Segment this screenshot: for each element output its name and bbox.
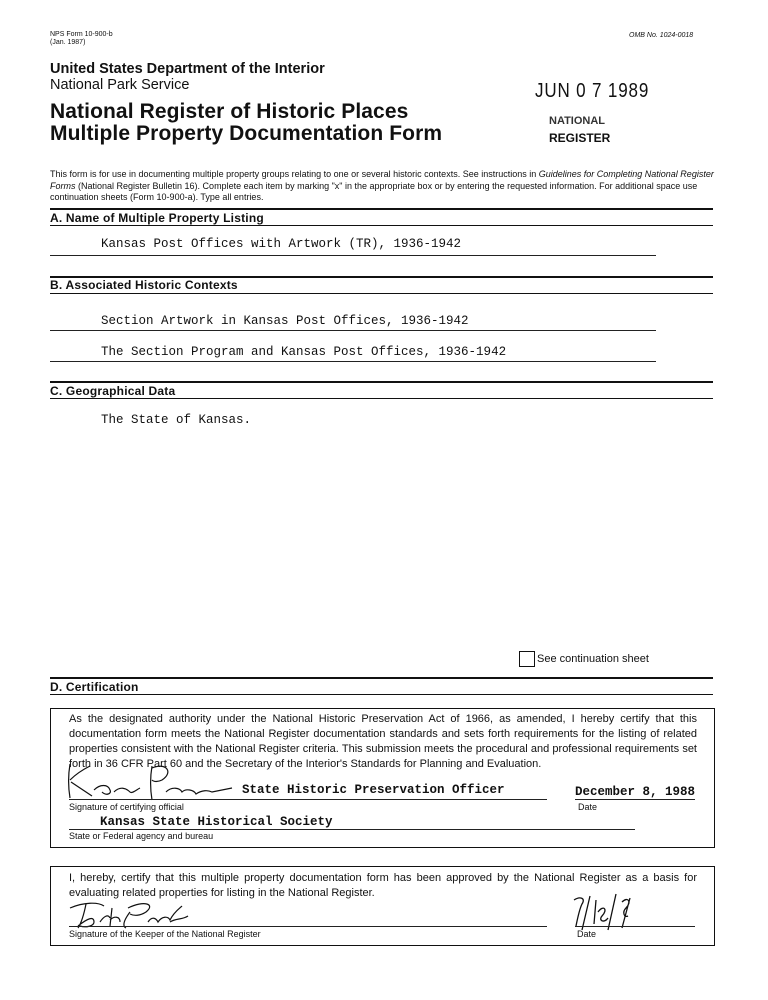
stamp-line2: REGISTER	[549, 131, 611, 145]
section-b-title: B. Associated Historic Contexts	[50, 278, 238, 292]
historic-context-1: Section Artwork in Kansas Post Offices, 1936-1942	[101, 314, 469, 328]
section-b-bottom-rule	[50, 293, 713, 294]
certifying-date-label: Date	[578, 802, 598, 812]
received-stamp-date: JUN 0 7 1989	[535, 80, 650, 102]
section-a-bottom-rule	[50, 225, 713, 226]
certifying-officer-title: State Historic Preservation Officer	[242, 783, 505, 797]
certifying-signature-label: Signature of certifying official	[69, 802, 184, 812]
property-listing-name: Kansas Post Offices with Artwork (TR), 1936-1942	[101, 237, 462, 251]
section-c-bottom-rule	[50, 398, 713, 399]
certifying-date: December 8, 1988	[575, 785, 696, 799]
historic-context-2: The Section Program and Kansas Post Offices, 1936-1942	[101, 345, 507, 359]
keeper-date-line	[575, 926, 695, 927]
section-a-title: A. Name of Multiple Property Listing	[50, 211, 264, 225]
form-title-line2: Multiple Property Documentation Form	[50, 122, 443, 145]
agency-line	[69, 829, 635, 830]
certifying-signature-line	[69, 799, 547, 800]
certification-statement: As the designated authority under the National Historic Preservation Act of 1966, as amended, I hereby certify that this documentation form meets the National Register documentation standards and sets forth requirements for the listing of related properties consistent with the National Register criteria. This submission meets the procedural and professional requirements set forth in 36 CFR Part 60 and the Secretary of the Interior's Standards for Planning and Evaluation.	[69, 713, 697, 770]
section-d-title: D. Certification	[50, 680, 139, 694]
intro-instructions: This form is for use in documenting multiple property groups relating to one or several historic contexts. See instructions in Guidelines for Completing National Register Forms (National Register Bulletin 16). Complete each item by marking "x" in the appropriate box or by entering the requested information. For additional space use continuation sheets (Form 10-900-a). Type all entries.	[50, 169, 714, 202]
section-d-bottom-rule	[50, 694, 713, 695]
form-date: (Jan. 1987)	[50, 39, 86, 46]
geographical-data-value: The State of Kansas.	[101, 413, 252, 427]
section-d-top-rule	[50, 677, 713, 679]
certifying-official-signature	[62, 758, 242, 804]
continuation-sheet-label: See continuation sheet	[537, 653, 649, 665]
continuation-sheet-checkbox[interactable]	[519, 651, 535, 667]
keeper-statement: I, hereby, certify that this multiple property documentation form has been approved by the National Register as a basis for evaluating related properties for listing in the National Register.	[69, 872, 697, 899]
department-name: United States Department of the Interior	[50, 61, 325, 77]
keeper-signature-label: Signature of the Keeper of the National Register	[69, 929, 261, 939]
property-listing-underline	[50, 255, 656, 256]
omb-number: OMB No. 1024-0018	[629, 32, 694, 39]
service-name: National Park Service	[50, 77, 190, 93]
keeper-date-label: Date	[577, 929, 597, 939]
historic-context-1-underline	[50, 330, 656, 331]
agency-label: State or Federal agency and bureau	[69, 831, 214, 841]
historic-context-2-underline	[50, 361, 656, 362]
form-number: NPS Form 10-900-b	[50, 31, 113, 38]
keeper-signature-line	[69, 926, 547, 927]
section-a-top-rule	[50, 208, 713, 210]
form-title-line1: National Register of Historic Places	[50, 100, 409, 123]
certifying-date-line	[575, 799, 695, 800]
agency-name: Kansas State Historical Society	[100, 815, 333, 829]
stamp-line1: NATIONAL	[549, 115, 606, 127]
section-c-title: C. Geographical Data	[50, 384, 176, 398]
section-c-top-rule	[50, 381, 713, 383]
